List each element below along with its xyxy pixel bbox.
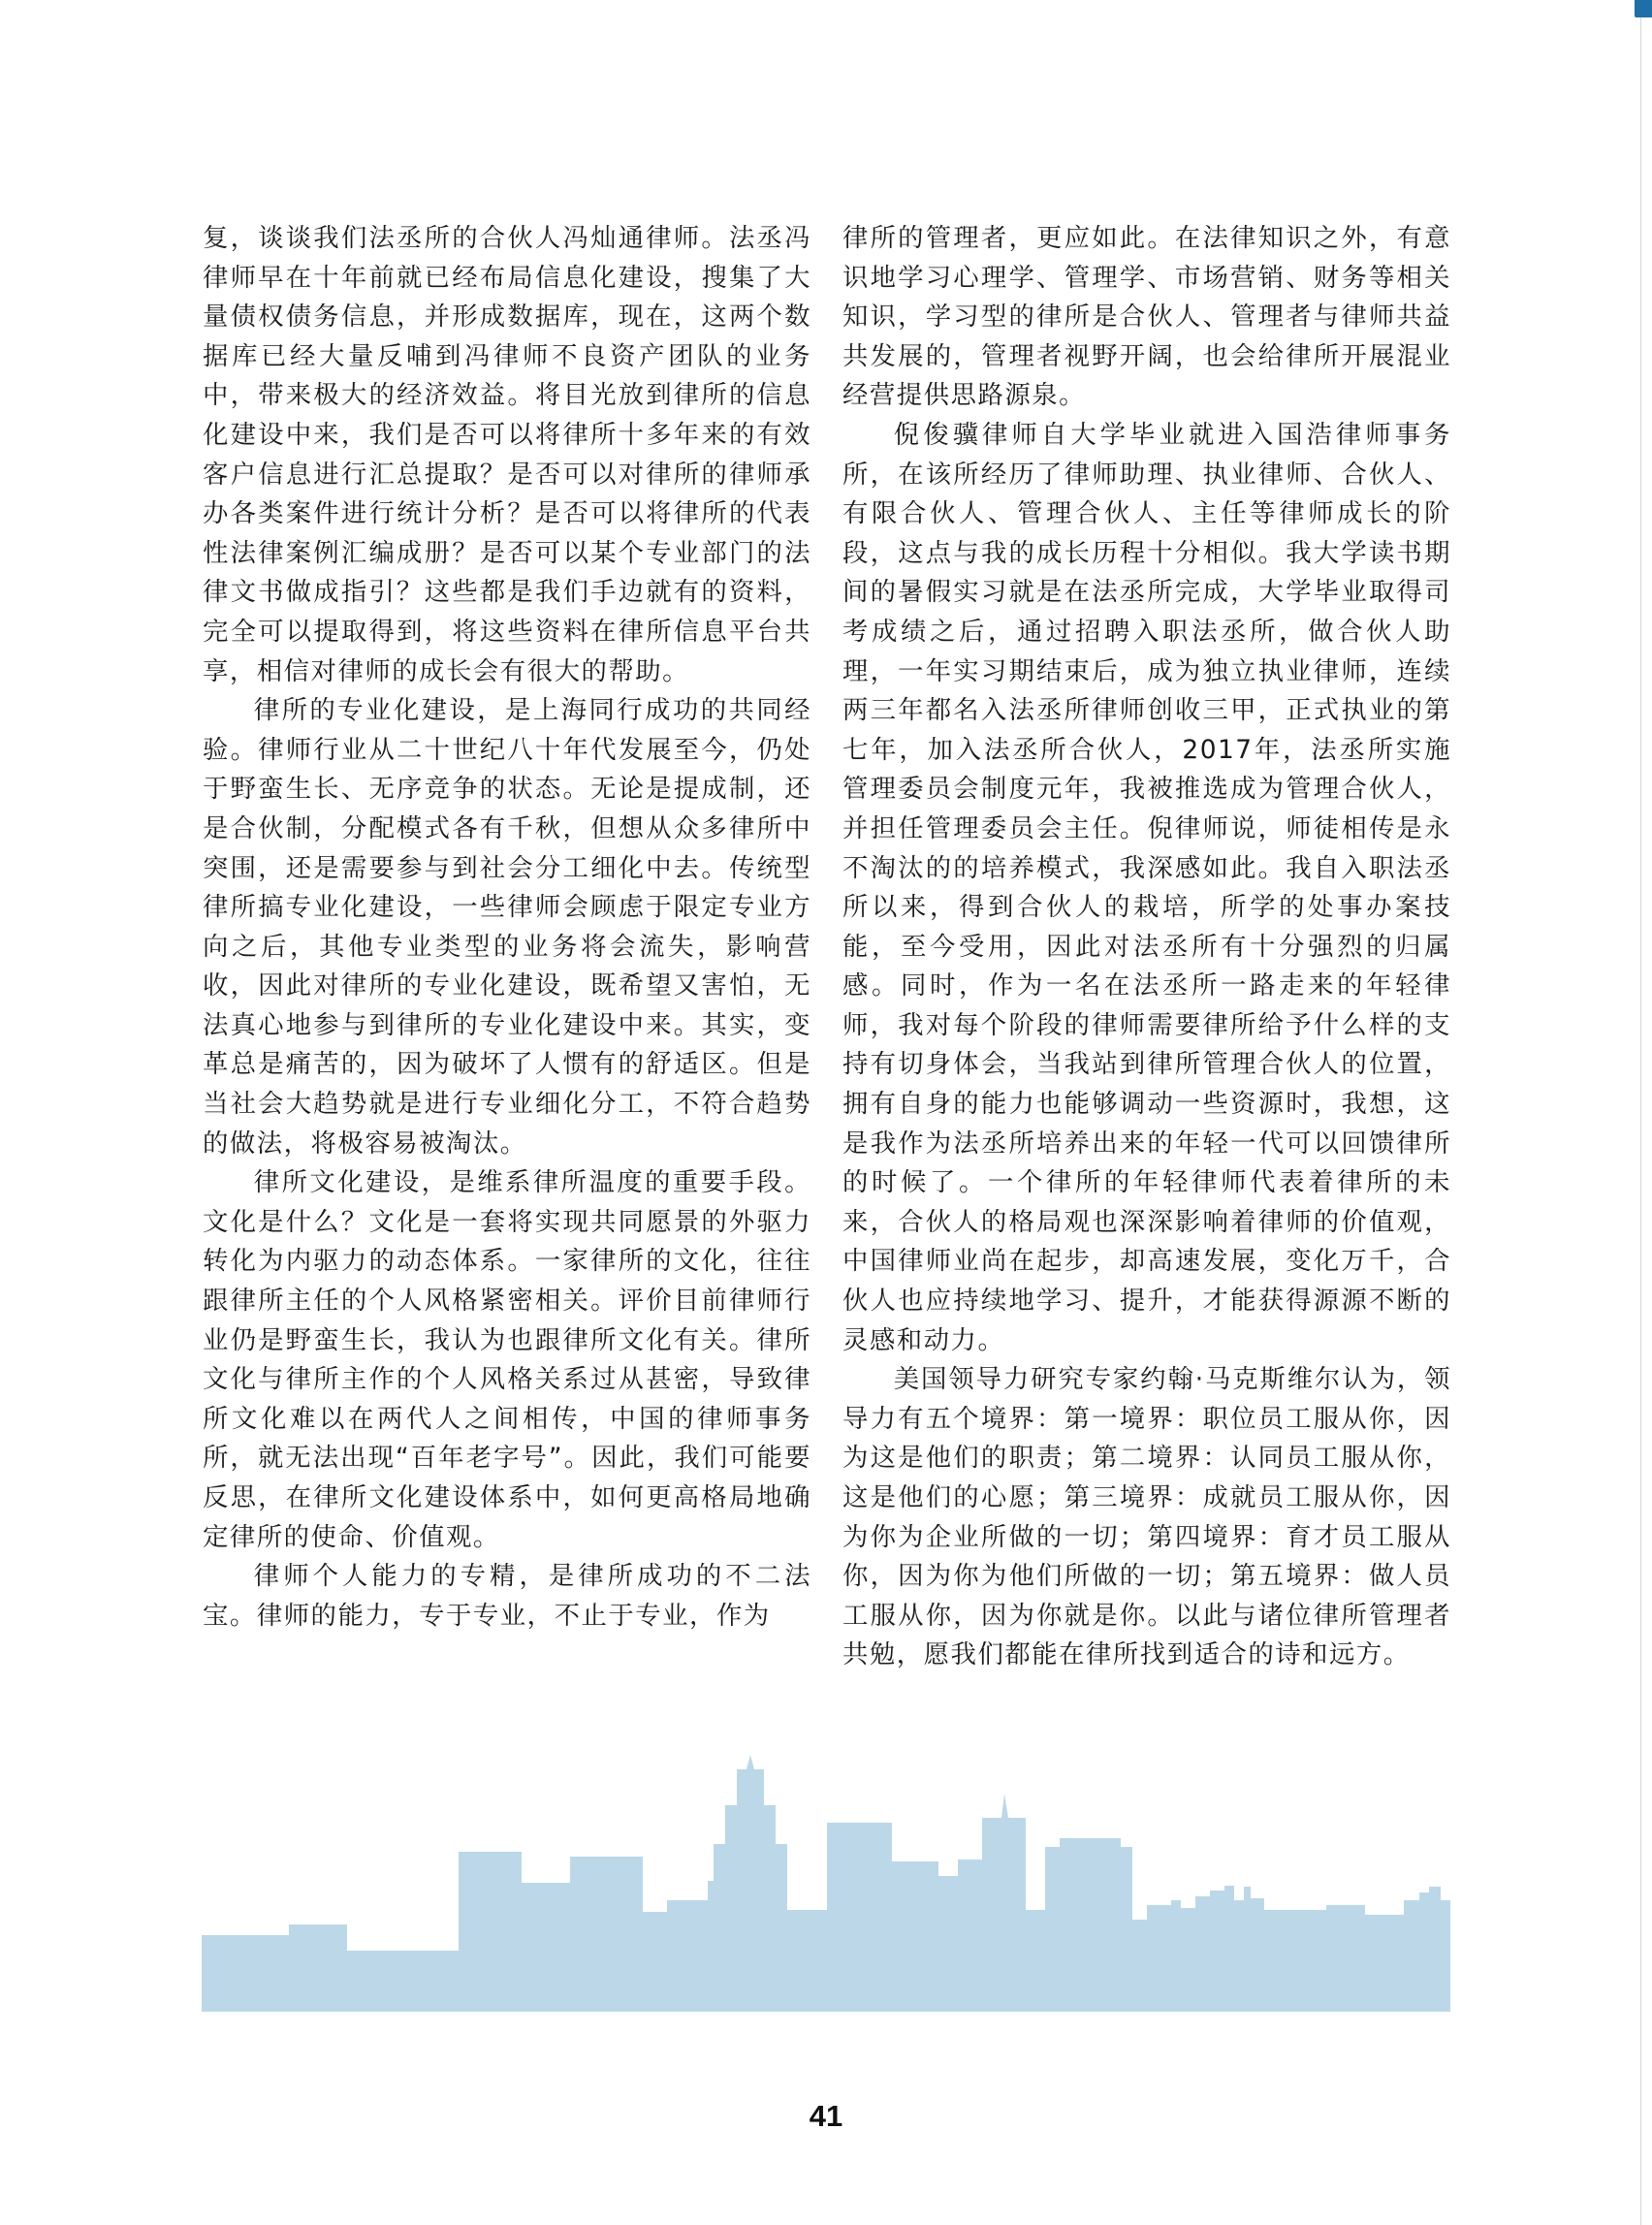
page-edge-line: [1640, 17, 1641, 2225]
paragraph: 律师个人能力的专精，是律所成功的不二法宝。律师的能力，专于专业，不止于专业，作为: [203, 1561, 811, 1631]
corner-tab: [1635, 0, 1652, 17]
paragraph: 倪俊骥律师自大学毕业就进入国浩律师事务所，在该所经历了律师助理、执业律师、合伙人、有限合伙人、管理合伙人、主任等律师成长的阶段，这点与我的成长历程十分相似。我大学读书期间的暑假实习就是在法丞所完成，大学毕业取得司考成绩之后，通过招聘入职法丞所，做合伙人助理，一年实习期结束后，成为独立执业律师，连续两三年都名入法丞所律师创收三甲，正式执业的第七年，加入法丞所合伙人，2017年，法丞所实施管理委员会制度元年，我被推选成为管理合伙人，并担任管理委员会主任。倪律师说，师徒相传是永不淘汰的的培养模式，我深感如此。我自入职法丞所以来，得到合伙人的栽培，所学的处事办案技能，至今受用，因此对法丞所有十分强烈的归属感。同时，作为一名在法丞所一路走来的年轻律师，我对每个阶段的律师需要律所给予什么样的支持有切身体会，当我站到律所管理合伙人的位置，拥有自身的能力也能够调动一些资源时，我想，这是我作为法丞所培养出来的年轻一代可以回馈律所的时候了。一个律所的年轻律师代表着律所的未来，合伙人的格局观也深深影响着律师的价值观，中国律师业尚在起步，却高速发展，变化万千，合伙人也应持续地学习、提升，才能获得源源不断的灵感和动力。: [842, 419, 1451, 1355]
paragraph: 复，谈谈我们法丞所的合伙人冯灿通律师。法丞冯律师早在十年前就已经布局信息化建设，搜集了大量债权债务信息，并形成数据库，现在，这两个数据库已经大量反哺到冯律师不良资产团队的业务中，带来极大的经济效益。将目光放到律所的信息化建设中来，我们是否可以将律所十多年来的有效客户信息进行汇总提取？是否可以对律所的律师承办各类案件进行统计分析？是否可以将律所的代表性法律案例汇编成册？是否可以某个专业部门的法律文书做成指引？这些都是我们手边就有的资料，完全可以提取得到，将这些资料在律所信息平台共享，相信对律师的成长会有很大的帮助。: [203, 223, 811, 686]
left-column: [203, 219, 811, 1636]
right-column: [842, 219, 1451, 1675]
paragraph: 律所的管理者，更应如此。在法律知识之外，有意识地学习心理学、管理学、市场营销、财务等相关知识，学习型的律所是合伙人、管理者与律师共益共发展的，管理者视野开阔，也会给律所开展混业经营提供思路源泉。: [842, 223, 1451, 411]
page-number: 41: [809, 2099, 843, 2133]
city-skyline-illustration: [202, 1716, 1450, 2012]
paragraph: 美国领导力研究专家约翰·马克斯维尔认为，领导力有五个境界：第一境界：职位员工服从你，因为这是他们的职责；第二境界：认同员工服从你，这是他们的心愿；第三境界：成就员工服从你，因为你为企业所做的一切；第四境界：育才员工服从你，因为你为他们所做的一切；第五境界：做人员工服从你，因为你就是你。以此与诸位律所管理者共勉，愿我们都能在律所找到适合的诗和远方。: [842, 1364, 1451, 1670]
paragraph: 律所的专业化建设，是上海同行成功的共同经验。律师行业从二十世纪八十年代发展至今，仍处于野蛮生长、无序竞争的状态。无论是提成制，还是合伙制，分配模式各有千秋，但想从众多律所中突围，还是需要参与到社会分工细化中去。传统型律所搞专业化建设，一些律师会顾虑于限定专业方向之后，其他专业类型的业务将会流失，影响营收，因此对律所的专业化建设，既希望又害怕，无法真心地参与到律所的专业化建设中来。其实，变革总是痛苦的，因为破坏了人惯有的舒适区。但是当社会大趋势就是进行专业细化分工，不符合趋势的做法，将极容易被淘汰。: [203, 695, 811, 1159]
paragraph: 律所文化建设，是维系律所温度的重要手段。文化是什么？文化是一套将实现共同愿景的外驱力转化为内驱力的动态体系。一家律所的文化，往往跟律所主任的个人风格紧密相关。评价目前律师行业仍是野蛮生长，我认为也跟律所文化有关。律所文化与律所主作的个人风格关系过从甚密，导致律所文化难以在两代人之间相传，中国的律师事务所，就无法出现“百年老字号”。因此，我们可能要反思，在律所文化建设体系中，如何更高格局地确定律所的使命、价值观。: [203, 1167, 811, 1552]
